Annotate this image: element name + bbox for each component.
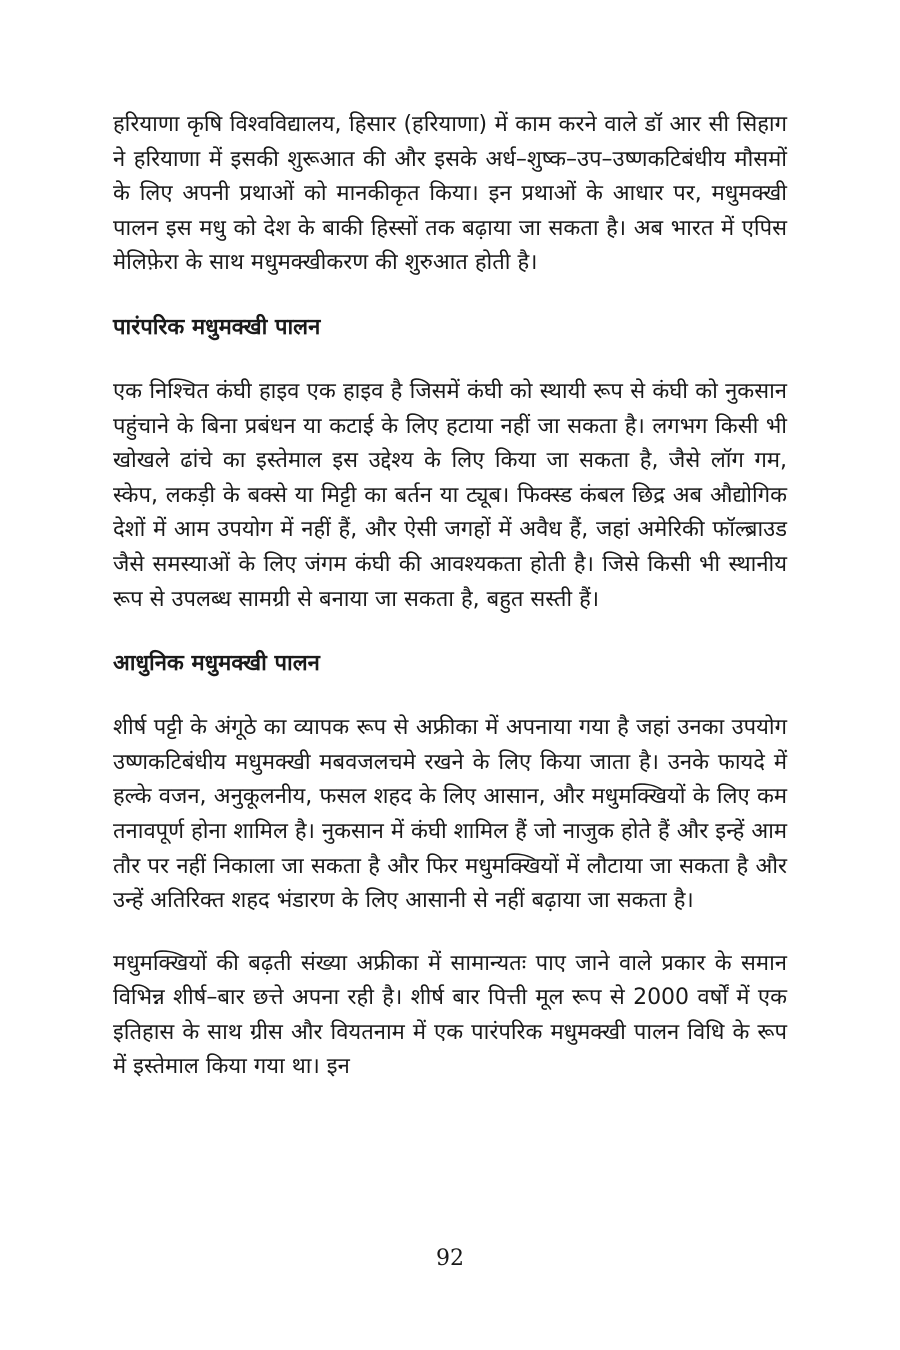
- modern-beekeeping-paragraph: शीर्ष पट्टी के अंगूठे का व्यापक रूप से अफ्रीका में अपनाया गया है जहां उनका उपयोग उष्णकटिबंधीय मधुमक्खी मबवजलचमे रखने के लिए किया जाता है। उनके फायदे में हल्के वजन, अनुकूलनीय, फसल शहद के लिए आसान, और मधुमक्खियों के लिए कम तनावपूर्ण होना शामिल है। नुकसान में कंघी शामिल हैं जो नाजुक होते हैं और इन्हें आम तौर पर नहीं निकाला जा सकता है और फिर मधुमक्खियों में लौटाया जा सकता है और उन्हें अतिरिक्त शहद भंडारण के लिए आसानी से नहीं बढ़ाया जा सकता है।: [113, 715, 787, 914]
- modern-beekeeping-heading: आधुनिक मधुमक्खी पालन: [113, 651, 320, 677]
- page-content: [113, 108, 787, 1085]
- traditional-beekeeping-heading: पारंपरिक मधुमक्खी पालन: [113, 314, 321, 340]
- page-number: 92: [436, 1246, 464, 1271]
- top-bar-hive-paragraph: मधुमक्खियों की बढ़ती संख्या अफ्रीका में सामान्यतः पाए जाने वाले प्रकार के समान विभिन्न शीर्ष–बार छत्ते अपना रही है। शीर्ष बार पित्ती मूल रूप से 2000 वर्षों में एक इतिहास के साथ ग्रीस और वियतनाम में एक पारंपरिक मधुमक्खी पालन विधि के रूप में इस्तेमाल किया गया था। इन: [113, 950, 787, 1080]
- intro-paragraph: हरियाणा कृषि विश्वविद्यालय, हिसार (हरियाणा) में काम करने वाले डॉ आर सी सिहाग ने हरियाणा में इसकी शुरूआत की और इसके अर्ध–शुष्क–उप–उष्णकटिबंधीय मौसमों के लिए अपनी प्रथाओं को मानकीकृत किया। इन प्रथाओं के आधार पर, मधुमक्खी पालन इस मधु को देश के बाकी हिस्सों तक बढ़ाया जा सकता है। अब भारत में एपिस मेलिफ़ेरा के साथ मधुमक्खीकरण की शुरुआत होती है।: [113, 112, 787, 276]
- traditional-beekeeping-paragraph: एक निश्चित कंघी हाइव एक हाइव है जिसमें कंघी को स्थायी रूप से कंघी को नुकसान पहुंचाने के बिना प्रबंधन या कटाई के लिए हटाया नहीं जा सकता है। लगभग किसी भी खोखले ढांचे का इस्तेमाल इस उद्देश्य के लिए किया जा सकता है, जैसे लॉग गम, स्केप, लकड़ी के बक्से या मिट्टी का बर्तन या ट्यूब। फिक्स्ड कंबल छिद्र अब औद्योगिक देशों में आम उपयोग में नहीं हैं, और ऐसी जगहों में अवैध हैं, जहां अमेरिकी फॉल्ब्राउड जैसे समस्याओं के लिए जंगम कंघी की आवश्यकता होती है। जिसे किसी भी स्थानीय रूप से उपलब्ध सामग्री से बनाया जा सकता है, बहुत सस्ती हैं।: [113, 378, 787, 612]
